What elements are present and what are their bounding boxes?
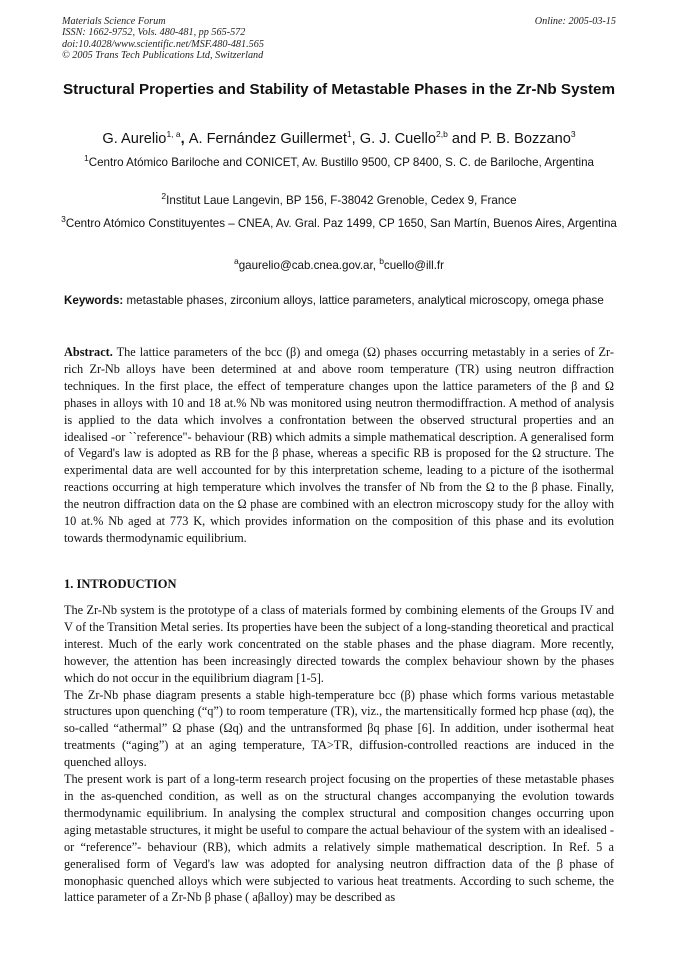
affiliation-text: Institut Laue Langevin, BP 156, F-38042 Grenoble, Cedex 9, France bbox=[166, 194, 517, 207]
keywords-text: metastable phases, zirconium alloys, lattice parameters, analytical microscopy, omega phase bbox=[126, 294, 604, 307]
journal-issn: ISSN: 1662-9752, Vols. 480-481, pp 565-572 bbox=[62, 27, 246, 39]
keywords-label: Keywords: bbox=[64, 294, 124, 307]
author-separator: , bbox=[180, 131, 189, 147]
author-separator: , bbox=[351, 131, 360, 147]
author-name: G. J. Cuello bbox=[359, 131, 436, 147]
author-name: P. B. Bozzano bbox=[480, 131, 571, 147]
author-sup: 1, a bbox=[166, 129, 181, 140]
author-sup: 1 bbox=[346, 129, 352, 140]
affiliation-sup: 1 bbox=[84, 153, 89, 164]
affiliation-sup: 2 bbox=[161, 191, 167, 202]
paragraph: The Zr-Nb phase diagram presents a stable high-temperature bcc (β) phase which forms various metastable structures upon quenching (“q”) to room temperature (TR), viz., the martensitically formed hcp phase (αq), the so-called “athermal” Ω phase (Ωq) and the untransformed βq phase [6]. In addition, under isothermal heat treatments (“aging”) at an aging temperature, TA>TR, diffusion-controlled reactions are induced in the quenched alloys. bbox=[64, 687, 614, 770]
author-sup: 3 bbox=[570, 129, 576, 140]
introduction-body bbox=[64, 602, 614, 906]
email-sup: b bbox=[379, 256, 384, 267]
affiliation-1 bbox=[60, 153, 618, 172]
affiliation-2 bbox=[60, 191, 618, 210]
paragraph: The Zr-Nb system is the prototype of a class of materials formed by combining elements of the Groups IV and V of the Transition Metal series. Its properties have been the subject of a long-standing theoretical and practical interest. Much of the early work concentrated on the stable phases and the phase diagram. More recently, however, the attention has been increasingly directed towards the complex behaviour shown by the phases which do not occur in the equilibrium diagram [1-5]. bbox=[64, 603, 614, 685]
email-b[interactable]: cuello@ill.fr bbox=[383, 259, 445, 272]
abstract bbox=[64, 344, 614, 547]
author-sup: 2,b bbox=[436, 129, 448, 140]
affiliation-3 bbox=[56, 214, 622, 233]
author-name: A. Fernández Guillermet bbox=[188, 131, 347, 147]
email-a[interactable]: gaurelio@cab.cnea.gov.ar bbox=[238, 259, 373, 272]
author-name: G. Aurelio bbox=[102, 131, 167, 147]
abstract-text: The lattice parameters of the bcc (β) and omega (Ω) phases occurring metastably in a series of Zr-rich Zr-Nb alloys have been determined at and above room temperature (TR) using neutron diffraction techniques. In the first place, the effect of temperature changes upon the lattice parameters of the β and Ω phases in alloys with 10 and 18 at.% Nb was monitored using neutron thermodiffraction. A method of analysis is applied to the data which involves a confrontation between the observed structural properties and an idealised -or ``reference"- behaviour (RB) which admits a simple mathematical description. A generalised form of Vegard's law is adopted as RB for the β phase, whereas a specific RB is proposed for the Ω structure. The experimental data are well accounted for by this interpretation scheme, leading to a picture of the isothermal reactions occurring at high temperature which involves the transfer of Nb from the Ω to the β phase. Finally, the neutron diffraction data on the Ω phase are combined with an electron microscopy study for the alloy with 10 at.% Nb aged at 773 K, which provides information on the composition of this phase and its evolution towards thermodynamic equilibrium. bbox=[64, 345, 614, 545]
email-sup: a bbox=[233, 256, 239, 267]
journal-doi: doi:10.4028/www.scientific.net/MSF.480-481.565 bbox=[62, 38, 264, 50]
section-heading-introduction: 1. INTRODUCTION bbox=[64, 577, 177, 591]
journal-name: Materials Science Forum bbox=[62, 16, 166, 27]
online-date: Online: 2005-03-15 bbox=[534, 16, 616, 27]
affiliation-sup: 3 bbox=[61, 214, 66, 225]
affiliation-text: Centro Atómico Constituyentes – CNEA, Av. Gral. Paz 1499, CP 1650, San Martín, Buenos Aires, Argentina bbox=[65, 217, 617, 230]
email-line bbox=[62, 258, 616, 274]
journal-header bbox=[62, 16, 616, 62]
affiliation-text: Centro Atómico Bariloche and CONICET, Av. Bustillo 9500, CP 8400, S. C. de Bariloche, Argentina bbox=[88, 156, 594, 169]
journal-copyright: © 2005 Trans Tech Publications Ltd, Switzerland bbox=[62, 50, 264, 62]
abstract-label: Abstract. bbox=[64, 345, 113, 359]
author-and: and bbox=[447, 131, 481, 147]
author-list bbox=[40, 129, 638, 149]
keywords bbox=[64, 294, 616, 309]
paper-title: Structural Properties and Stability of Metastable Phases in the Zr-Nb System bbox=[63, 81, 615, 98]
email-separator: , bbox=[372, 259, 380, 272]
paragraph: The present work is part of a long-term research project focusing on the properties of these metastable phases in the as-quenched condition, as well as on the structural changes accompanying the evolution towards thermodynamic equilibrium. In analysing the complex structural and composition changes occurring upon aging metastable structures, it might be useful to compare the actual behaviour of the system with an idealised - or “reference”- behaviour (RB), which admits a relatively simple mathematical description. In Ref. 5 a generalised form of Vegard's law was adopted for analysing neutron diffraction data of the β phase of monophasic quenched alloys which were subjected to various heat treatments. According to such scheme, the lattice parameter of a Zr-Nb β phase ( aβalloy) may be described as bbox=[64, 772, 614, 905]
